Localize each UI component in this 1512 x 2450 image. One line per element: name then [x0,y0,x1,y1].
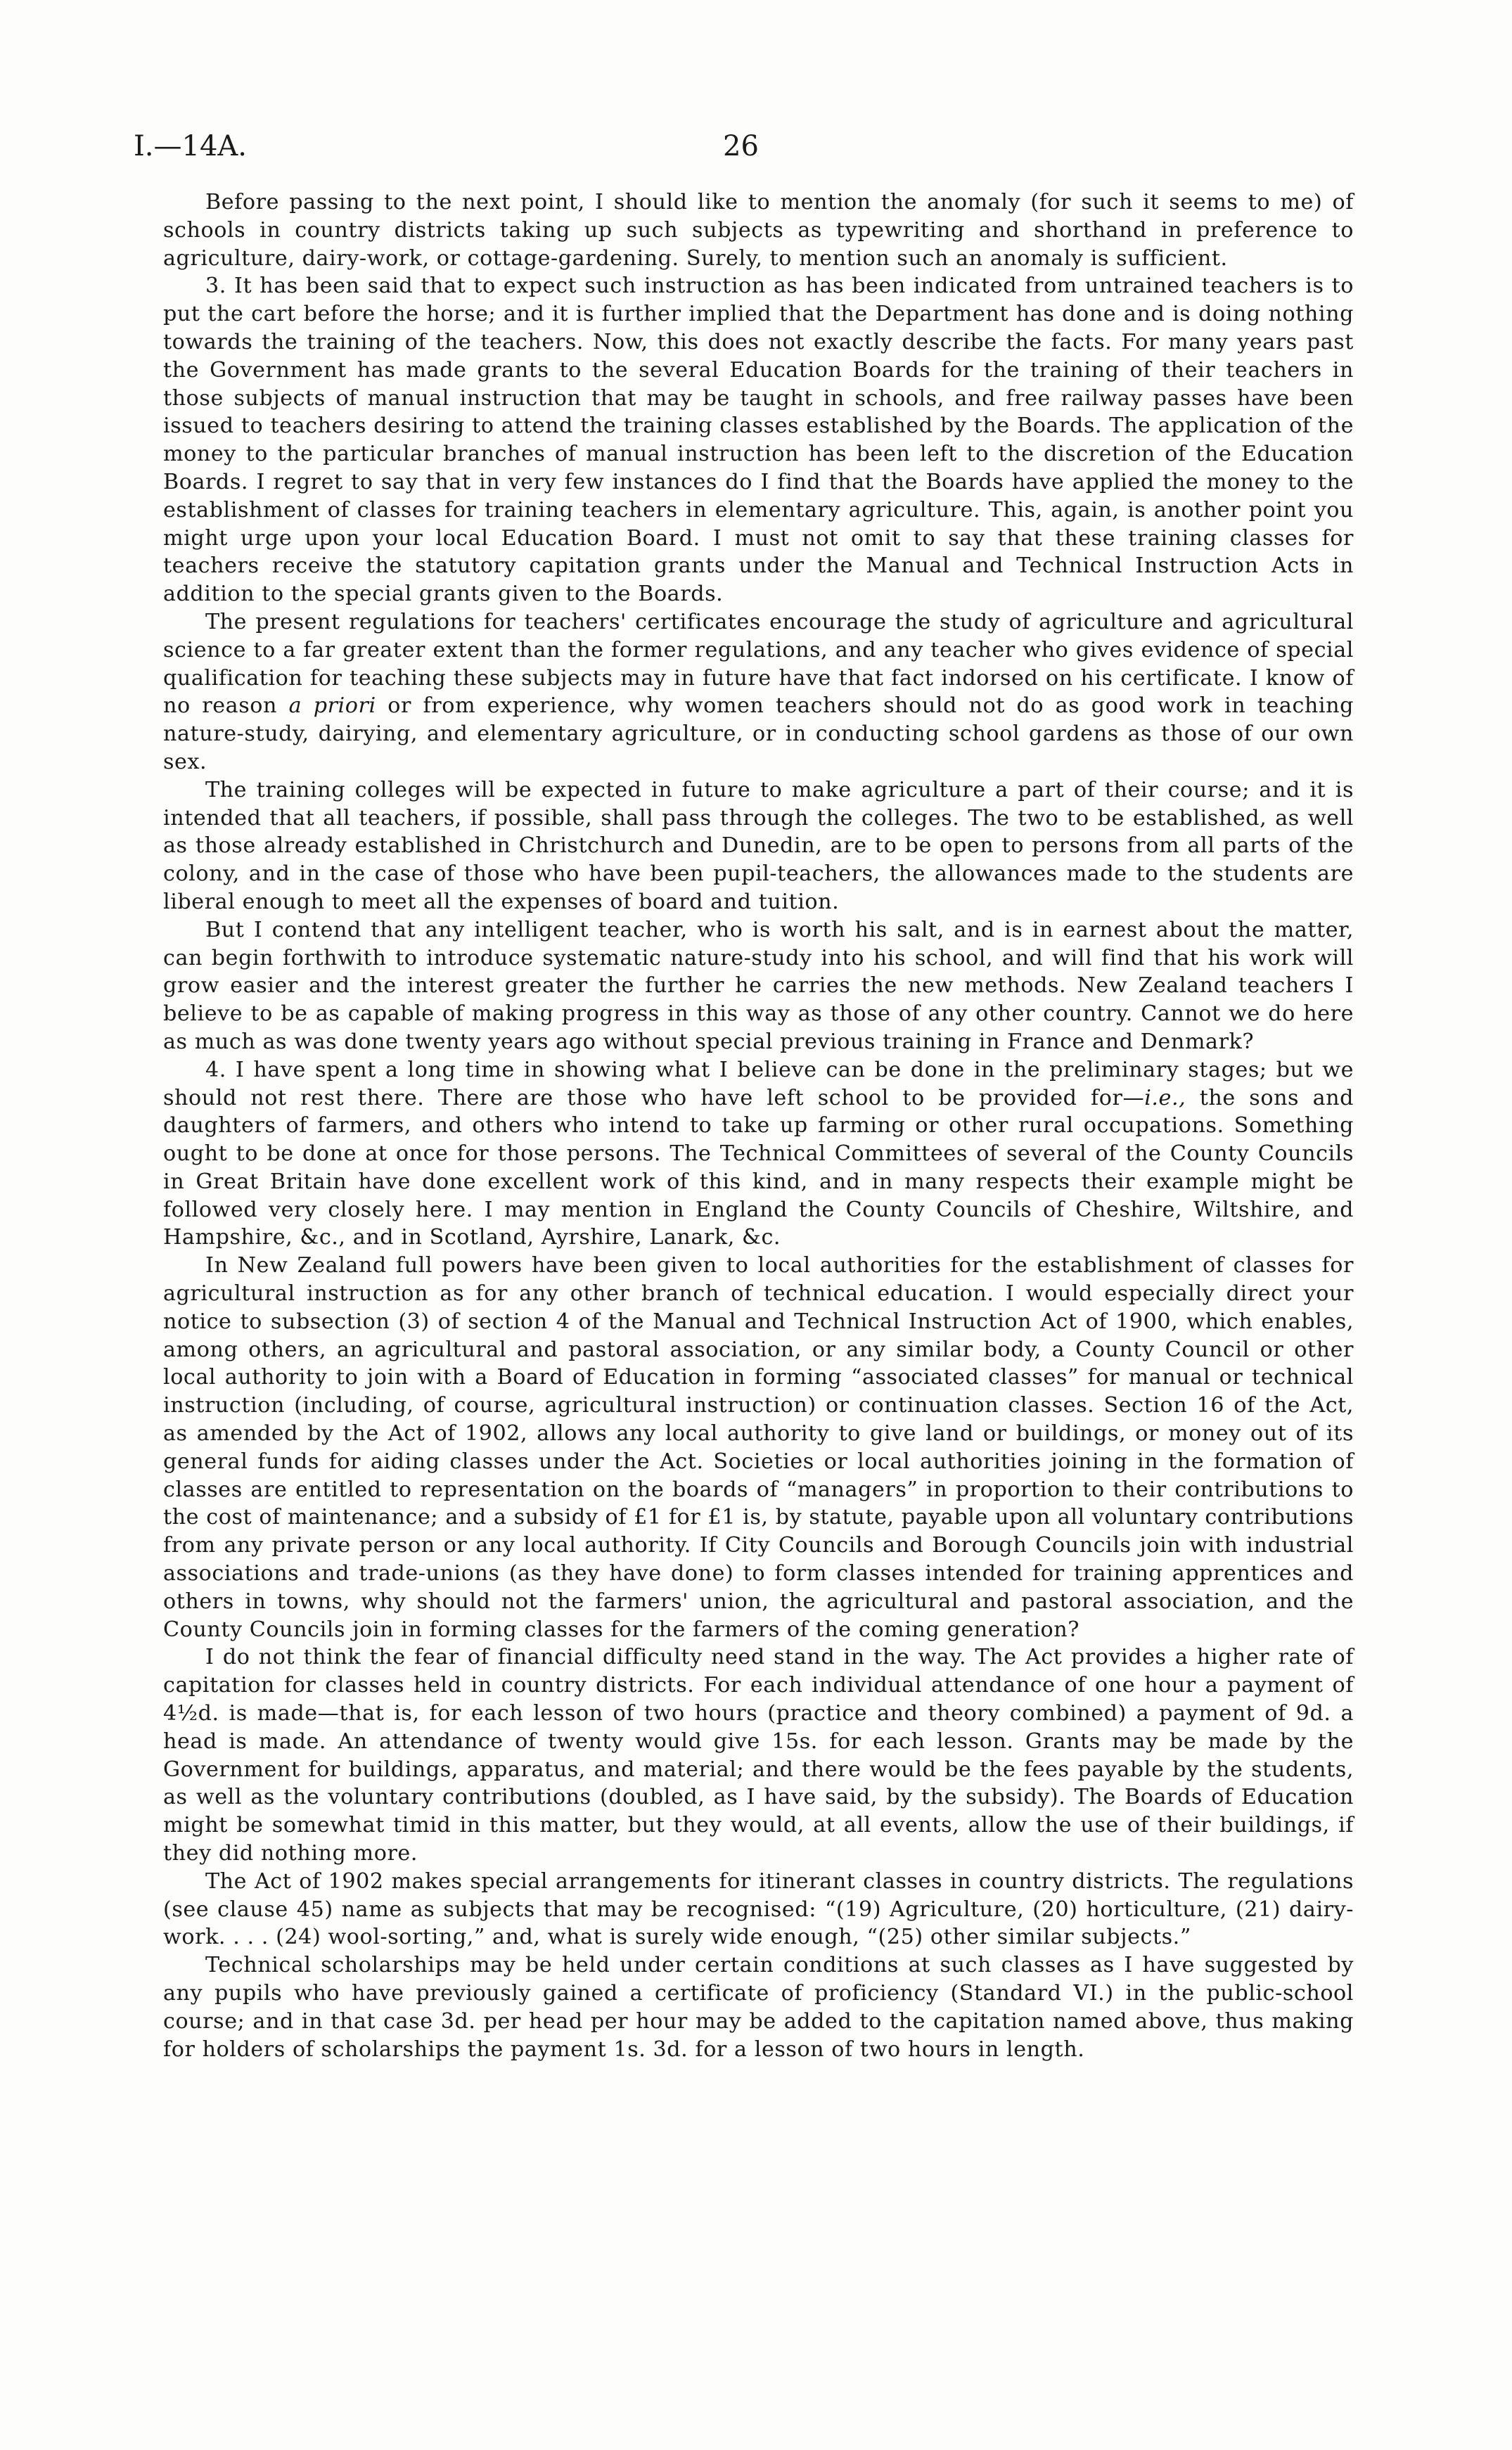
paragraph: In New Zealand full powers have been given to local authorities for the establishment of classes for agricultural instruction as for any other branch of technical education. I would especially direct your notice to subsection (3) of section 4 of the Manual and Technical Instruction Act of 1900, which enables, among others, an agricultural and pastoral association, or any similar body, a County Council or other local authority to join with a Board of Education in forming “associated classes” for manual or technical instruction (including, of course, agricultural instruction) or continuation classes. Section 16 of the Act, as amended by the Act of 1902, allows any local authority to give land or buildings, or money out of its general funds for aiding classes under the Act. Societies or local authorities joining in the formation of classes are entitled to representation on the boards of “managers” in proportion to their contributions to the cost of maintenance; and a subsidy of £1 for £1 is, by statute, payable upon all voluntary contributions from any private person or any local authority. If City Councils and Borough Councils join with industrial associations and trade-unions (as they have done) to form classes intended for training apprentices and others in towns, why should not the farmers' union, the agricultural and pastoral association, and the County Councils join in forming classes for the farmers of the coming generation? [163,1253,1354,1642]
paragraph: But I contend that any intelligent teacher, who is worth his salt, and is in earnest about the matter, can begin forthwith to introduce systematic nature-study into his school, and will find that his work will grow easier and the interest greater the further he carries the new methods. New Zealand teachers I believe to be as capable of making progress in this way as those of any other country. Cannot we do here as much as was done twenty years ago without special previous training in France and Denmark? [163,917,1354,1054]
paragraph: I do not think the fear of financial difficulty need stand in the way. The Act provides a higher rate of capitation for classes held in country districts. For each individual attendance of one hour a payment of 4½d. is made—that is, for each lesson of two hours (practice and theory combined) a payment of 9d. a head is made. An attendance of twenty would give 15s. for each lesson. Grants may be made by the Government for buildings, apparatus, and material; and there would be the fees payable by the students, as well as the voluntary contributions (doubled, as I have said, by the subsidy). The Boards of Education might be somewhat timid in this matter, but they would, at all events, allow the use of their buildings, if they did nothing more. [163,1645,1354,1866]
italic-phrase: a priori [288,693,376,719]
page-number: 26 [723,130,759,162]
paragraph-text: I know of no reason [163,665,1354,719]
body-text [163,188,1354,2063]
paragraph: The Act of 1902 makes special arrangements for itinerant classes in country districts. The regulations (see clause 45) name as subjects that may be recognised: “(19) Agriculture, (20) horticulture, (21) dairy-work. . . . (24) wool-sorting,” and, what is surely wide enough, “(25) other similar subjects.” [163,1868,1354,1950]
paragraph: Before passing to the next point, I should like to mention the anomaly (for such it seems to me) of schools in country districts taking up such subjects as typewriting and shorthand in preference to agriculture, dairy-work, or cottage-gardening. Surely, to mention such an anomaly is sufficient. [163,190,1354,271]
page-header [134,125,1378,167]
paragraph-text: or from experience, why women teachers should not do as good work in teaching nature-study, dairying, and elementary agriculture, or in conducting school gardens as those of our own sex. [163,693,1354,774]
paragraph-text: The present regulations for teachers' certificates encourage the study of agriculture and agricultural science to a far greater extent than the former regulations, and any teacher who gives evidence of special qualification for teaching these subjects may in future have that fact indorsed on his certificate. [163,609,1354,691]
paragraph: Technical scholarships may be held under certain conditions at such classes as I have suggested by any pupils who have previously gained a certificate of proficiency (Standard VI.) in the public-school course; and in that case 3d. per head per hour may be added to the capitation named above, thus making for holders of scholarships the payment 1s. 3d. for a lesson of two hours in length. [163,1953,1354,2062]
paragraph-text: the sons and daughters of farmers, and others who intend to take up farming or other rural occupations. Something ought to be done at once for those persons. The Technical Committees of several of the County Councils in Great Britain have done excellent work of this kind, and in many respects their example might be followed very closely here. I may mention in England the County Councils of Cheshire, Wiltshire, and Hampshire, &c., and in Scotland, Ayrshire, Lanark, &c. [163,1085,1354,1250]
paragraph [163,608,1354,776]
italic-phrase: i.e., [1144,1085,1186,1110]
paragraph: 3. It has been said that to expect such instruction as has been indicated from untrained teachers is to put the cart before the horse; and it is further implied that the Department has done and is doing nothing towards the training of the teachers. Now, this does not exactly describe the facts. For many years past the Government has made grants to the several Education Boards for the training of their teachers in those subjects of manual instruction that may be taught in schools, and free railway passes have been issued to teachers desiring to attend the training classes established by the Boards. The application of the money to the particular branches of manual instruction has been left to the discretion of the Education Boards. I regret to say that in very few instances do I find that the Boards have applied the money to the establishment of classes for training teachers in elementary agriculture. This, again, is another point you might urge upon your local Education Board. I must not omit to say that these training classes for teachers receive the statutory capitation grants under the Manual and Technical Instruction Acts in addition to the special grants given to the Boards. [163,274,1354,607]
paragraph [163,1056,1354,1252]
paragraph-text: 4. I have spent a long time in showing what I believe can be done in the preliminary stages; but we should not rest there. There are those who have left school to be provided for— [163,1057,1354,1110]
paragraph: The training colleges will be expected in future to make agriculture a part of their course; and it is intended that all teachers, if possible, shall pass through the colleges. The two to be established, as well as those already established in Christchurch and Dunedin, are to be open to persons from all parts of the colony, and in the case of those who have been pupil-teachers, the allowances made to the students are liberal enough to meet all the expenses of board and tuition. [163,777,1354,914]
document-reference: I.—14A. [134,130,248,162]
